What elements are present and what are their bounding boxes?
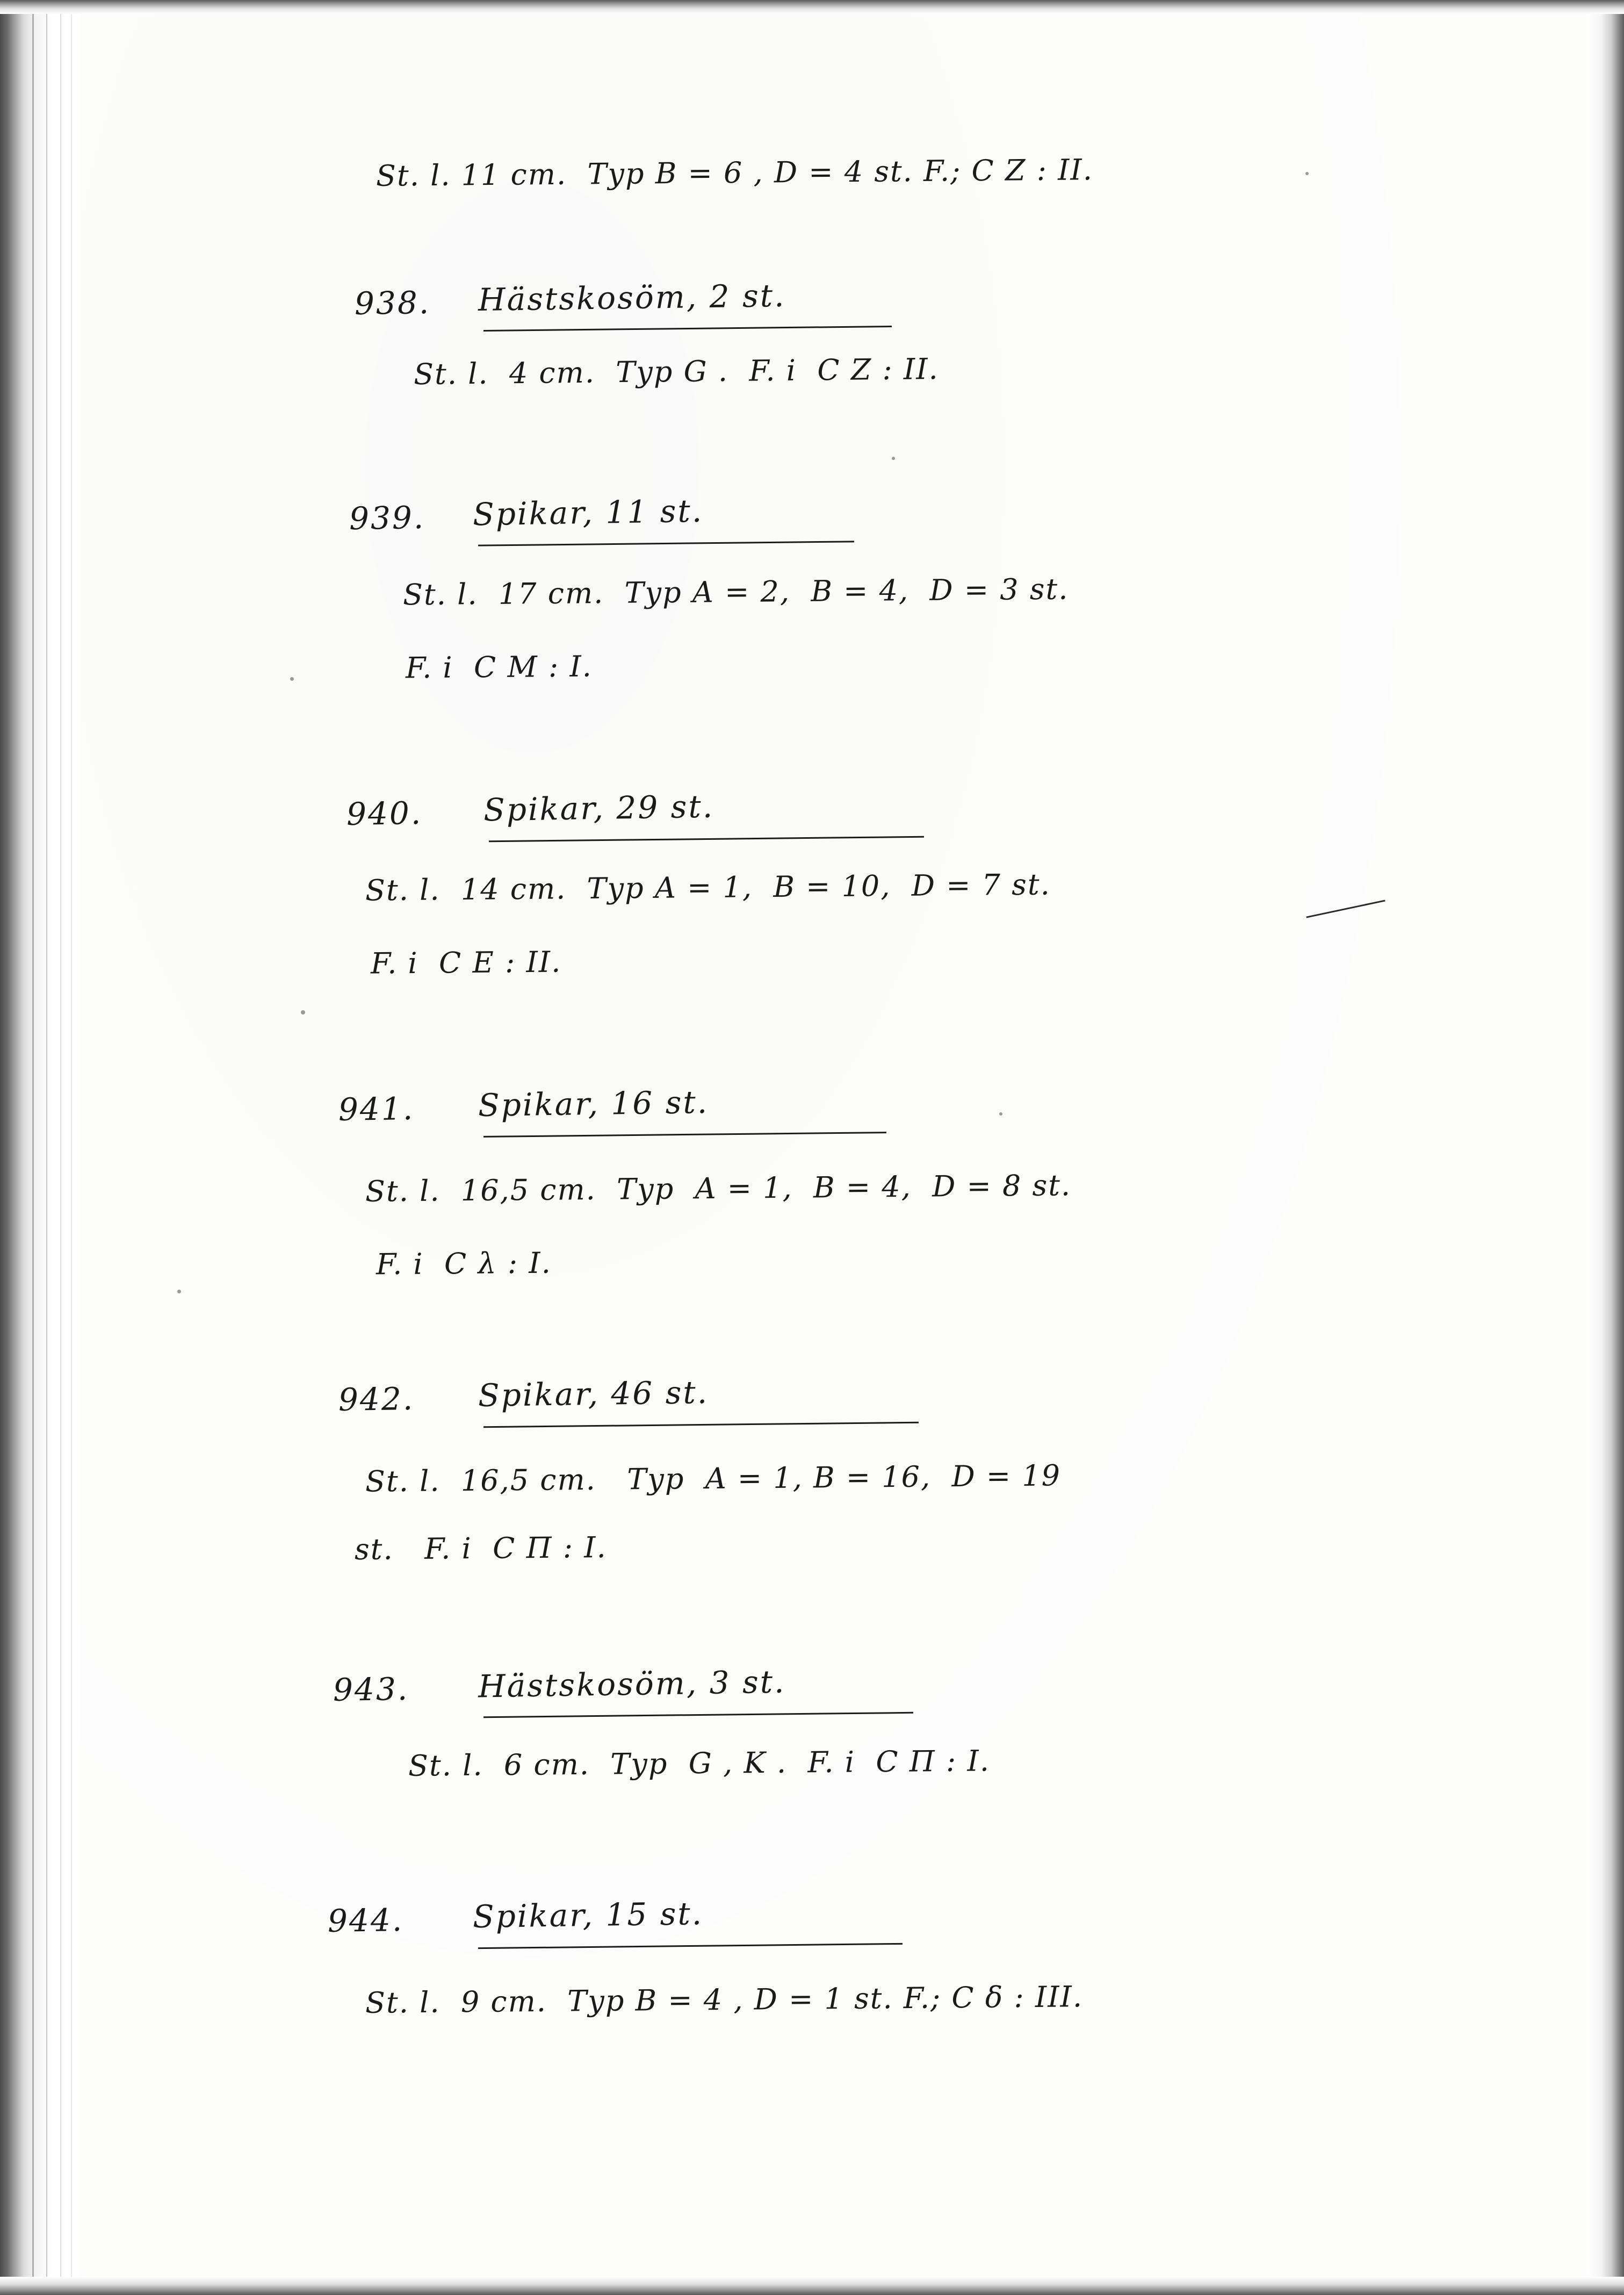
strikethrough-mark: [1306, 900, 1385, 918]
entry-detail-940-1: F. i C E : II.: [370, 945, 562, 981]
entry-detail-939-0: St. l. 17 cm. Typ A = 2, B = 4, D = 3 st.: [402, 572, 1069, 612]
entry-title-942: Spikar, 46 st.: [478, 1374, 709, 1414]
entry-detail-939-1: F. i C M : I.: [405, 649, 593, 685]
title-underline-940: [489, 836, 924, 842]
title-underline-942: [483, 1422, 919, 1428]
scan-speck: [177, 1290, 181, 1293]
entry-detail-942-1: st. F. i C П : I.: [354, 1530, 607, 1567]
scan-speck: [999, 1112, 1002, 1116]
title-underline-944: [478, 1943, 903, 1949]
entry-title-943: Hästskosöm, 3 st.: [478, 1663, 786, 1705]
entry-detail-938-0: St. l. 4 cm. Typ G . F. i C Z : II.: [413, 351, 939, 392]
entry-number-940: 940.: [346, 794, 423, 833]
continuation-line: St. l. 11 cm. Typ B = 6 , D = 4 st. F.; C Z : II.: [376, 153, 1094, 193]
entry-number-938: 938.: [354, 284, 431, 322]
entry-title-941: Spikar, 16 st.: [478, 1084, 709, 1124]
entry-detail-944-0: St. l. 9 cm. Typ B = 4 , D = 1 st. F.; C δ : III.: [365, 1980, 1084, 2020]
entry-title-940: Spikar, 29 st.: [483, 788, 714, 829]
entry-title-939: Spikar, 11 st.: [472, 492, 704, 533]
entry-detail-940-0: St. l. 14 cm. Typ A = 1, B = 10, D = 7 st.: [365, 867, 1051, 908]
entry-detail-942-0: St. l. 16,5 cm. Typ A = 1, B = 16, D = 19: [365, 1458, 1062, 1499]
scan-speck: [892, 457, 895, 460]
entry-number-943: 943.: [333, 1671, 409, 1708]
scan-speck: [301, 1010, 305, 1015]
entry-detail-941-1: F. i C λ : I.: [376, 1246, 552, 1282]
scan-speck: [290, 677, 294, 681]
entry-number-942: 942.: [338, 1380, 415, 1418]
title-underline-938: [483, 326, 892, 332]
scan-speck: [1305, 172, 1309, 175]
entry-number-941: 941.: [338, 1090, 415, 1128]
entry-title-944: Spikar, 15 st.: [472, 1895, 704, 1935]
entry-number-939: 939.: [349, 499, 425, 537]
entry-number-944: 944.: [327, 1902, 404, 1939]
title-underline-941: [483, 1132, 886, 1138]
title-underline-939: [478, 541, 854, 546]
entry-title-938: Hästskosöm, 2 st.: [478, 277, 786, 318]
entry-detail-943-0: St. l. 6 cm. Typ G , K . F. i C П : I.: [408, 1744, 991, 1783]
title-underline-943: [483, 1712, 913, 1718]
entry-detail-941-0: St. l. 16,5 cm. Typ A = 1, B = 4, D = 8 st.: [365, 1168, 1072, 1208]
